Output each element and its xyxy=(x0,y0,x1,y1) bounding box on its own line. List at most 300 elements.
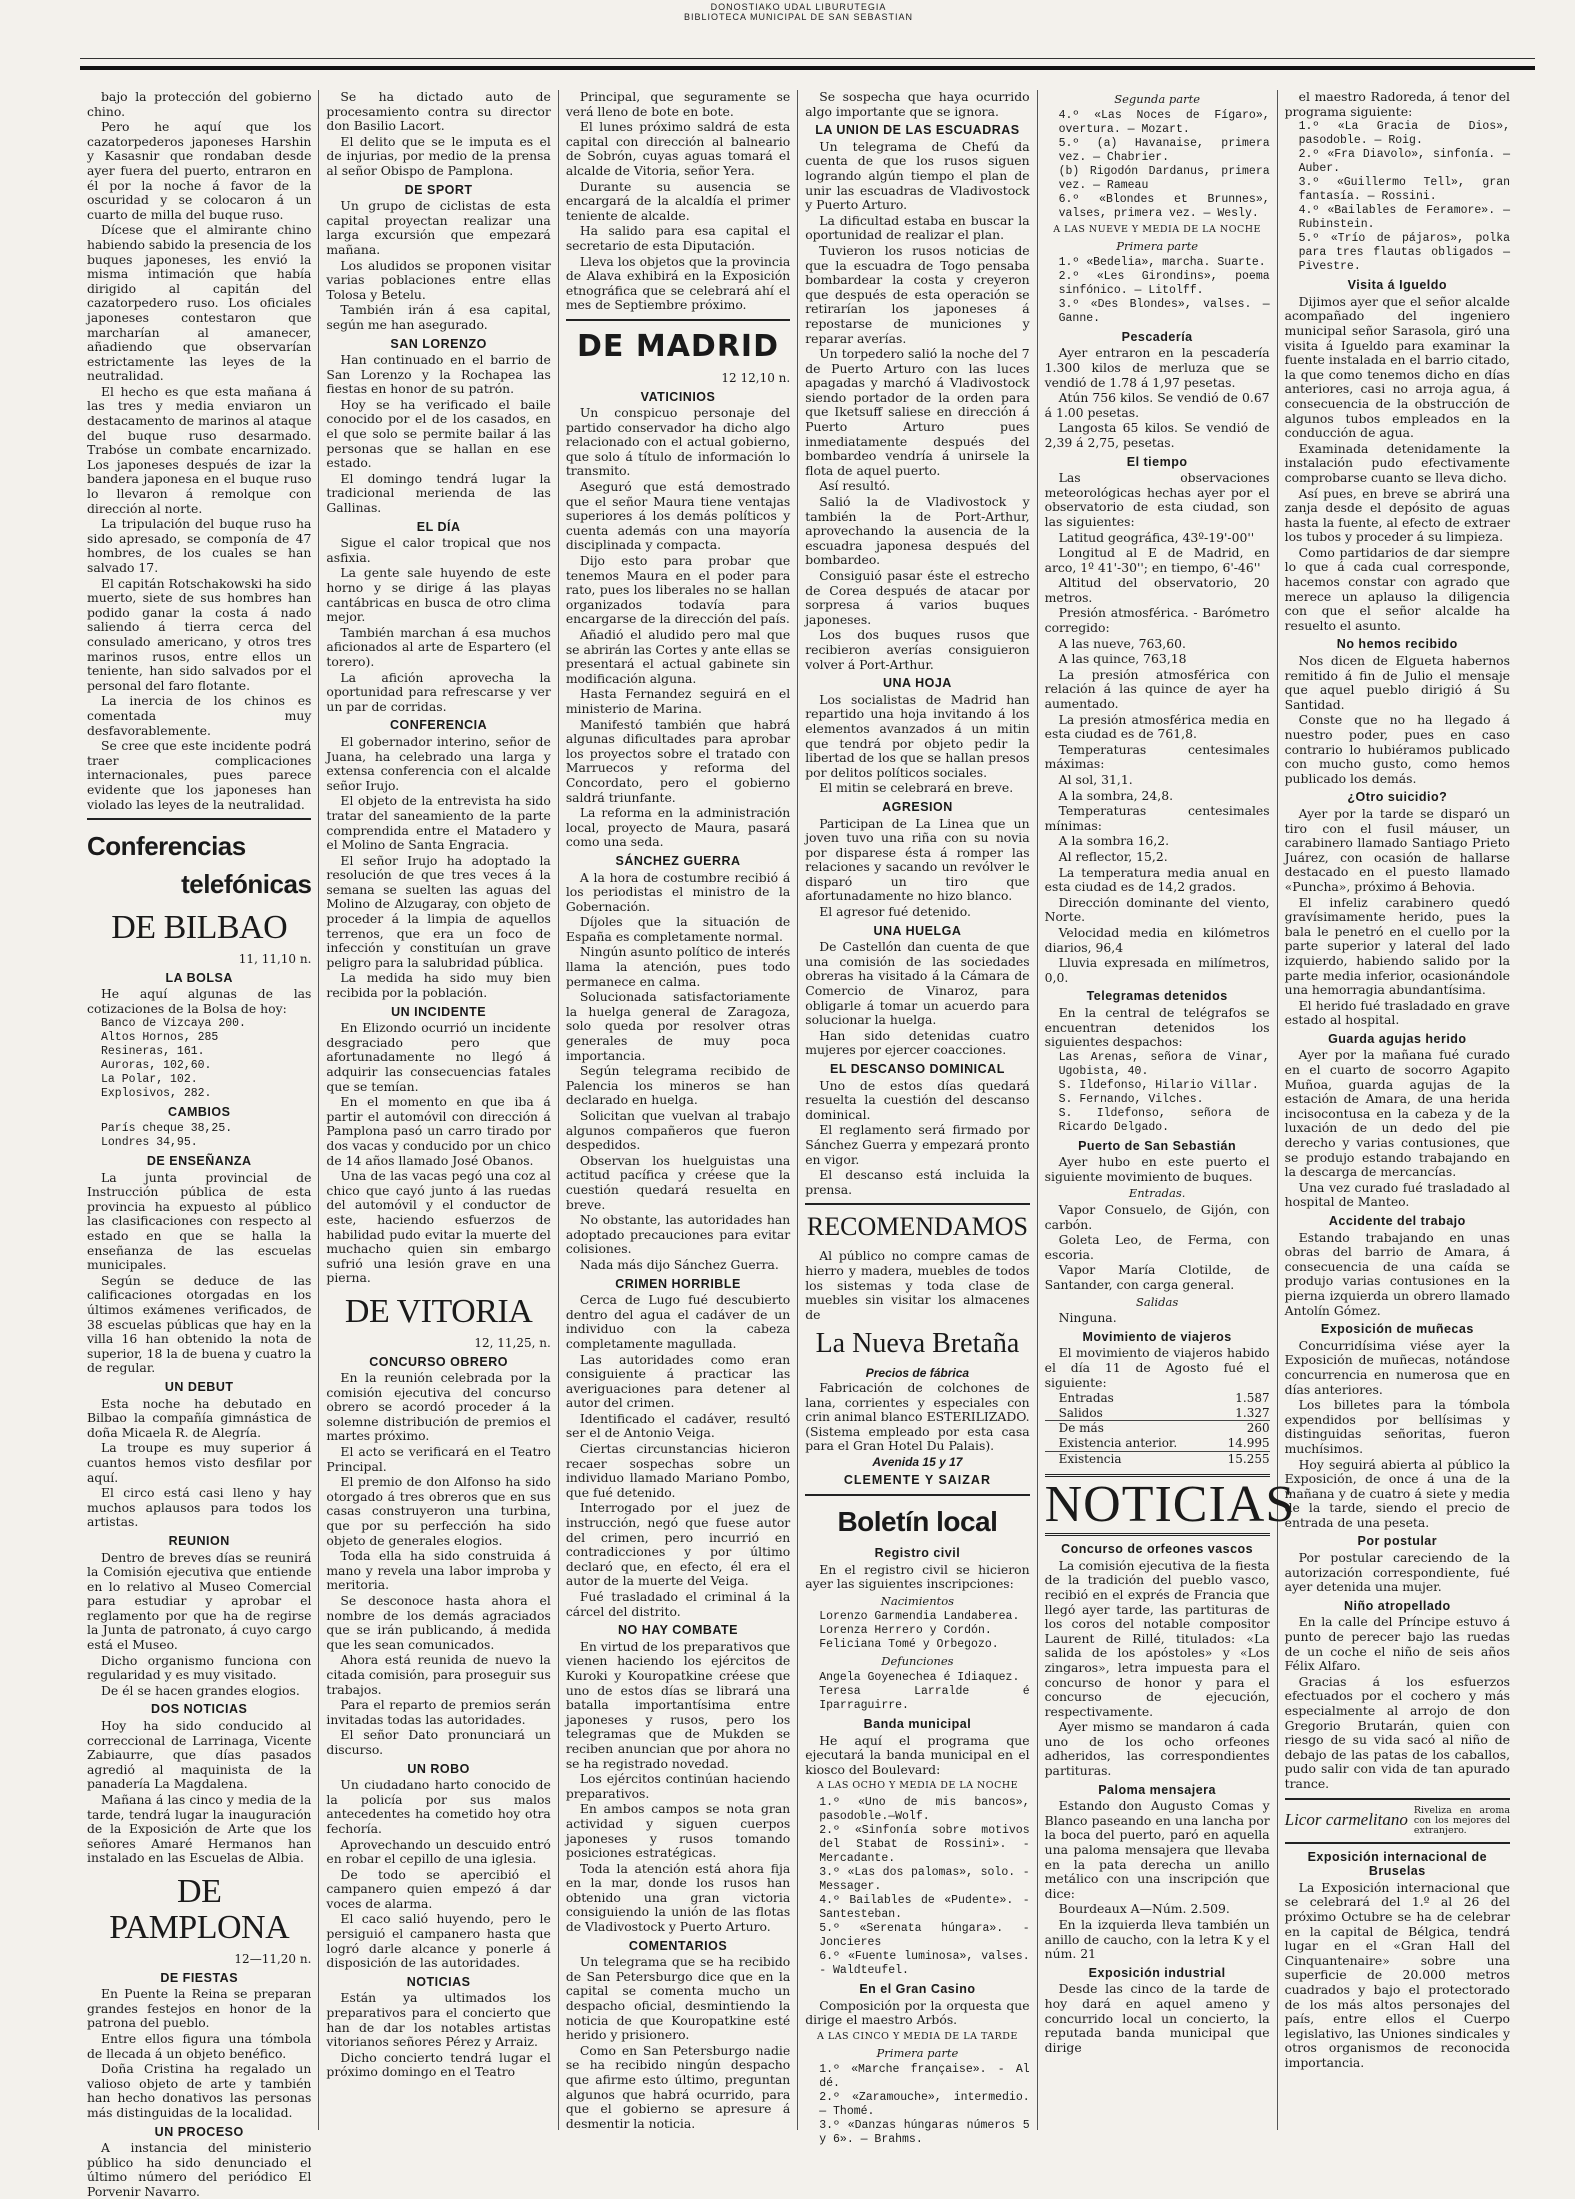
article-paragraph: Temperaturas centesimales máximas: xyxy=(1044,741,1270,772)
subheadline: Primera parte xyxy=(876,2046,959,2061)
article-paragraph: Al sol, 31,1. xyxy=(1058,772,1133,787)
article-paragraph: Cerca de Lugo fué descubierto dentro del agua el cadáver de un individuo con la cabeza completamente magullada. xyxy=(565,1292,791,1351)
article-paragraph: Toda ella ha sido construida á mano y revela una labor improba y meritoria. xyxy=(326,1548,551,1593)
article-paragraph: Tuvieron los rusos noticias de que la escuadra de Togo pensaba bombardear la costa y creyeron que después de esta operación se retirarían los japoneses á repostarse de municiones y reparar averías. xyxy=(805,242,1030,346)
headline: LA BOLSA xyxy=(165,970,233,985)
headline: En el Gran Casino xyxy=(859,1982,976,1996)
article-paragraph: La medida ha sido muy bien recibida por la población. xyxy=(326,970,551,1001)
article-paragraph: A la sombra 16,2. xyxy=(1058,833,1170,849)
stock-row: La Polar, 102. xyxy=(101,1073,198,1087)
headline: Accidente del trabajo xyxy=(1328,1214,1466,1228)
article-paragraph: La troupe es muy superior á cuantos hemos visto desfilar por aquí. xyxy=(87,1440,312,1485)
article-paragraph: El reglamento será firmado por Sánchez Guerra y empezará pronto en vigor. xyxy=(805,1122,1030,1167)
article-paragraph: En el momento en que iba á partir el automóvil con dirección á Pamplona pasó un carro tirado por dos vacas y conducido por un chico de 14 años llamado José Obanos. xyxy=(326,1094,551,1168)
section-title-noticias: NOTICIAS xyxy=(1045,1474,1270,1536)
article-paragraph: Lleva los objetos que la provincia de Alava exhibirá en la Exposición etnográfica que se celebrará ahí el mes de Septiembre próximo. xyxy=(565,253,791,313)
headline: REUNION xyxy=(168,1533,230,1548)
article-paragraph: Ha salido para esa capital el secretario de esta Diputación. xyxy=(565,223,791,253)
list-item: Lorenzo Garmendia Landaberea. xyxy=(819,1610,1020,1624)
headline: UNA HOJA xyxy=(883,676,952,691)
article-paragraph: Como partidarios de dar siempre lo que á cada cual corresponde, hacemos constar con agrado que merece un aplauso la diligencia con que el señor alcalde ha resuelto el asunto. xyxy=(1284,544,1511,633)
article-paragraph: El circo está casi lleno y hay muchos aplausos para todos los artistas. xyxy=(87,1485,312,1530)
headline: UN INCIDENTE xyxy=(391,1004,487,1019)
headline: ¿Otro suicidio? xyxy=(1347,790,1448,805)
masthead: DONOSTIAKO UDAL LIBURUTEGIA BIBLIOTECA MUNICIPAL DE SAN SEBASTIAN xyxy=(683,2,914,22)
headline: NOTICIAS xyxy=(406,1974,471,1989)
program-item: 5.º «Trío de pájaros», polka para tres flautas obligados — Pivestre. xyxy=(1298,232,1511,274)
article-paragraph: La dificultad estaba en buscar la oportunidad de realizar el plan. xyxy=(805,212,1030,243)
headline: LA UNION DE LAS ESCUADRAS xyxy=(815,123,1020,138)
article-paragraph: Se desconoce hasta ahora el nombre de los demás agraciados que se irán publicando, á medida que les sean comunicados. xyxy=(326,1593,551,1652)
article-paragraph: Mañana á las cinco y media de la tarde, tendrá lugar la inauguración de la Exposición de Arte que los señores Amaré Hermanos han instalado en las Escuelas de Albia. xyxy=(87,1792,312,1866)
article-paragraph: Ayer hubo en este puerto el siguiente movimiento de buques. xyxy=(1044,1154,1270,1184)
article-paragraph: Hoy seguirá abierta al público la Exposición, de once á una de la mañana y de cuatro á siete y media de la tarde, siendo el precio de entrada de una peseta. xyxy=(1284,1456,1511,1530)
article-paragraph: La junta provincial de Instrucción pública de esta provincia ha expuesto al público las clasificaciones con respecto al estado en que se halla la enseñanza de las escuelas municipales. xyxy=(87,1169,312,1273)
article-paragraph: Velocidad media en kilómetros diarios, 96,4 xyxy=(1044,924,1270,955)
article-paragraph: Añadió el aludido pero mal que se abrirán las Cortes y ante ellas se presentará el actual gabinete sin modificación alguna. xyxy=(565,627,791,686)
section-title-bilbao: DE BILBAO xyxy=(111,909,288,947)
program-item: 6.º «Blondes et Brunnes», valses, primera vez. — Wesly. xyxy=(1058,192,1270,220)
article-paragraph: Ayer por la mañana fué curado en el cuarto de socorro Agapito Muñoa, guarda agujas de la estación de Amara, de una herida incisocontusa en la cabeza y de la luxación de un dedo del pie derecho y varias contusiones, que se produjo estando trabajando en la descarga de mercancías. xyxy=(1284,1047,1511,1180)
article-paragraph: Examinada detenidamente la instalación pudo efectivamente comprobarse cuanto se lleva dicho. xyxy=(1284,440,1511,485)
headline: Exposición internacional de Bruselas xyxy=(1307,1849,1488,1879)
ad-text: Fabricación de colchones de lana, corrientes y especiales con crin animal blanco ESTERILIZADO. (Sistema empleado por esta casa para el Gran Hotel Du Palais). xyxy=(805,1379,1030,1454)
article-paragraph: Se cree que este incidente podrá traer complicaciones internacionales, pues parece evidente que los japoneses han violado las leyes de la neutralidad. xyxy=(87,738,312,812)
ad-prices: Precios de fábrica xyxy=(865,1366,970,1381)
article-paragraph: En la calle del Príncipe estuvo á punto de perecer bajo las ruedas de un coche el niño de seis años Félix Alfaro. xyxy=(1284,1614,1511,1674)
article-paragraph: El movimiento de viajeros habido el día 11 de Agosto fué el siguiente: xyxy=(1044,1345,1270,1390)
article-paragraph: Ayer entraron en la pescadería 1.300 kilos de merluza que se vendió de 1.78 á 1,97 pesetas. xyxy=(1044,345,1270,390)
article-paragraph: De todo se apercibió el campanero quien empezó á dar voces de alarma. xyxy=(326,1866,551,1911)
article-paragraph: Los ejércitos continúan haciendo preparativos. xyxy=(565,1771,791,1801)
ad-store-name: La Nueva Bretaña xyxy=(815,1328,1020,1360)
headline: El tiempo xyxy=(1126,454,1188,469)
article-paragraph: El infeliz carabinero quedó gravísimamente herido, pues la bala le penetró en el cuello por la parte superior y lateral del lado izquierdo, habiendo salido por la parte media inferior, ocasionándole una hemorragia abundantísima. xyxy=(1284,894,1511,998)
headline: Exposición industrial xyxy=(1088,1965,1226,1980)
list-item: Lorenza Herrero y Cordón. xyxy=(819,1624,992,1638)
section-title-pamplona: DE PAMPLONA xyxy=(109,1872,290,1946)
article-paragraph: Altitud del observatorio, 20 metros. xyxy=(1044,575,1270,605)
headline: CAMBIOS xyxy=(167,1105,231,1120)
program-item: 5.º «Serenata húngara». - Joncieres xyxy=(819,1922,1030,1949)
article-paragraph: Solucionada satisfactoriamente la huelga general de Zaragoza, solo queda por resolver otras generales de muy poca importancia. xyxy=(565,989,791,1063)
headline: Registro civil xyxy=(874,1546,961,1561)
article-paragraph: El premio de don Alfonso ha sido otorgado á tres obreros que en sus casas construyeron una turbina, que por su perfección ha sido objeto de generales elogios. xyxy=(326,1474,551,1548)
article-paragraph: A las quince, 763,18 xyxy=(1058,651,1187,667)
article-paragraph: El señor Dato pronunciará un discurso. xyxy=(326,1727,551,1757)
article-paragraph: La reforma en la administración local, proyecto de Maura, pasará como una seda. xyxy=(565,805,791,850)
article-paragraph: Según telegrama recibido de Palencia los mineros se han declarado en huelga. xyxy=(565,1063,791,1108)
article-paragraph: Dícese que el almirante chino habiendo sabido la presencia de los buques japoneses, les envió la misma intimación que había dirigido al capitán del cazatorpedero ruso. Los oficiales japoneses contestaron que marcharían al amanecer, añadiendo que observarían estrictamente las leyes de la neutralidad. xyxy=(87,222,312,384)
ad-text: Al público no compre camas de hierro y madera, muebles de todos los sistemas y toda clase de muebles sin visitar los almacenes de xyxy=(805,1248,1030,1322)
headline: Banda municipal xyxy=(863,1717,972,1732)
headline: Por postular xyxy=(1357,1534,1438,1549)
article-paragraph: Ningún asunto político de interés llama la atención, pues todo permanece en calma. xyxy=(565,944,791,989)
article-paragraph: El herido fué trasladado en grave estado al hospital. xyxy=(1284,997,1511,1028)
article-paragraph: El acto se verificará en el Teatro Principal. xyxy=(326,1444,551,1474)
article-paragraph: Los billetes para la tómbola expendidos por bellísimas y distinguidas señoritas, fueron muchísimos. xyxy=(1284,1397,1511,1456)
headline: CONCURSO OBRERO xyxy=(369,1354,508,1369)
table-row: Existencia anterior. 14.995 xyxy=(1058,1435,1270,1450)
article-paragraph: Ciertas circunstancias hicieron recaer sospechas sobre un individuo llamado Mariano Pombo, que fué detenido. xyxy=(565,1441,791,1500)
subheadline: Salidas xyxy=(1136,1294,1179,1309)
program-item: 1.º «Marche française». - Al dé. xyxy=(819,2062,1030,2090)
article-paragraph: Según se deduce de las calificaciones otorgadas en los últimos exámenes verificados, de 38 escuelas públicas que hay en la villa 16 han obtenido la nota de superior, 18 la de buena y cuatro la de regular. xyxy=(87,1272,312,1376)
program-item: 3.º «Des Blondes», valses. — Ganne. xyxy=(1058,297,1270,325)
advertisement-nueva-bretana xyxy=(805,1211,1029,1488)
headline: Visita á Igueldo xyxy=(1347,278,1448,293)
headline: Telegramas detenidos xyxy=(1086,989,1228,1004)
program-item: 4.º «Bailables de Feramore». — Rubinstein. xyxy=(1298,204,1511,232)
headline: Pescadería xyxy=(1121,329,1193,344)
headline: UN DEBUT xyxy=(164,1379,234,1394)
article-paragraph: Dirección dominante del viento, Norte. xyxy=(1044,894,1270,925)
section-rule xyxy=(805,1494,1029,1496)
casino-program xyxy=(805,2063,1029,2147)
article-paragraph: Un conspicuo personaje del partido conservador ha dicho algo relacionado con el actual gobierno, que solo á título de información lo transmito. xyxy=(565,405,791,479)
article-paragraph: Díjoles que la situación de España es completamente normal. xyxy=(565,914,791,944)
article-paragraph: Un torpedero salió la noche del 7 de Puerto Arturo con las luces apagadas y marchó á Vladivostock siendo portador de la orden para que Iketsuff saliese en dirección á Puerto Arturo pues inmediatamente después del bombardeo vendría á unirsele la flota de aquel puerto. xyxy=(805,346,1030,478)
casino-program-second xyxy=(1045,109,1270,221)
article-paragraph: Ayer por la tarde se disparó un tiro con el fusil máuser, un carabinero llamado Santiago Prieto Juárez, con ocasión de hallarse destacado en el puesto llamado «Puncha», próximo á Behovia. xyxy=(1284,805,1511,894)
headline: DOS NOTICIAS xyxy=(151,1702,248,1717)
article-paragraph: Como en San Petersburgo nadie se ha recibido ningún despacho que afirme esto último, preguntan algunos que habrá ocurrido, para que el gobierno se apresure á desmentir la noticia. xyxy=(565,2042,791,2131)
article-paragraph: bajo la protección del gobierno chino. xyxy=(87,89,312,119)
ad-owners: CLEMENTE Y SAIZAR xyxy=(843,1473,991,1488)
article-paragraph: Salió la de Vladivostock y también la de Port-Arthur, aprovechando la ausencia de la escuadra japonesa después del bombardeo. xyxy=(805,494,1030,568)
article-paragraph: Lluvia expresada en milímetros, 0,0. xyxy=(1044,955,1270,985)
article-paragraph: El gobernador interino, señor de Juana, ha celebrado una larga y extensa conferencia con el alcalde señor Irujo. xyxy=(326,733,551,793)
headline: CONFERENCIA xyxy=(390,718,488,733)
article-paragraph: Pero he aquí que los cazatorpederos japoneses Harshin y Kasasnir que rondaban desde ayer fuera del puerto, entraron en él por la noche á favor de la oscuridad y se colocaron á un cuarto de milla del buque ruso. xyxy=(87,119,312,222)
article-paragraph: El mitin se celebrará en breve. xyxy=(819,780,1014,796)
article-paragraph: La afición aprovecha la oportunidad para refrescarse y ver un par de corridas. xyxy=(326,669,551,714)
headline: EL DESCANSO DOMINICAL xyxy=(829,1062,1005,1076)
article-paragraph: De él se hacen grandes elogios. xyxy=(101,1682,300,1698)
article-paragraph: Composición por la orquesta que dirige el maestro Arbós. xyxy=(805,1997,1030,2028)
section-title-boletin: Boletín local xyxy=(837,1506,998,1538)
stock-list xyxy=(87,1017,311,1101)
article-paragraph: El señor Irujo ha adoptado la resolución de que tres veces á la semana se suelten las aguas del Molino de Alzugaray, con objeto de proceder á la limpia de aquellos terrenos, que era un foco de infección y constituían un grave peligro para la salubridad pública. xyxy=(326,852,551,970)
program-item: (b) Rigodón Dardanus, primera vez. — Rameau xyxy=(1058,164,1270,192)
article-paragraph: Dijo esto para probar que tenemos Maura en el poder para rato, pues los liberales no se hallan organizados todavía para encargarse de la dirección del país. xyxy=(565,553,791,627)
article-paragraph: En ambos campos se nota gran actividad y siguen cuerpos japoneses y rusos tomando posiciones estratégicas. xyxy=(565,1801,791,1861)
headline: Guarda agujas herido xyxy=(1328,1031,1467,1046)
article-paragraph: Langosta 65 kilos. Se vendió de 2,39 á 2,75, pesetas. xyxy=(1044,420,1270,450)
night-program xyxy=(1045,256,1270,326)
article-paragraph: Un telegrama de Chefú da cuenta de que los rusos siguen logrando algún tiempo el plan de unir las escuadras de Vladivostock y Puerto Arturo. xyxy=(805,138,1030,213)
article-paragraph: Un ciudadano harto conocido de la policía por sus malos antecedentes ha cometido hoy otra fechoría. xyxy=(326,1777,551,1836)
list-item: S. Ildefonso, Hilario Villar. xyxy=(1058,1078,1259,1092)
article-paragraph: Una de las vacas pegó una coz al chico que cayó junto á las ruedas del automóvil y el conductor de este, haciendo esfuerzos de habilidad pudo evitar la muerte del muchacho quien sin embargo sufrió una lesión grave en una pierna. xyxy=(326,1168,551,1286)
article-paragraph: Los socialistas de Madrid han repartido una hoja invitando á los elementos avanzados á un mitin que tendrá por objeto pedir la libertad de los que se hallan presos por delitos políticos sociales. xyxy=(805,691,1030,780)
headline: SAN LORENZO xyxy=(390,336,487,351)
column-2 xyxy=(319,90,558,2130)
headline: NO HAY COMBATE xyxy=(618,1623,738,1638)
article-paragraph: A la hora de costumbre recibió á los periodistas el ministro de la Gobernación. xyxy=(565,869,791,914)
article-paragraph: Fué trasladado el criminal á la cárcel del distrito. xyxy=(565,1589,791,1619)
article-paragraph: Presión atmosférica. - Barómetro corregido: xyxy=(1044,605,1270,636)
program-item: 1.º «La Gracia de Dios», pasodoble. — Roig. xyxy=(1298,120,1511,148)
band-program xyxy=(805,1796,1029,1978)
article-paragraph: Al reflector, 15,2. xyxy=(1058,848,1168,864)
section-rule xyxy=(87,818,311,820)
article-paragraph: En virtud de los preparativos que vienen haciendo los ejércitos de Kuroki y Kouropatkine créese que uno de estos días se librará una batalla importantísima entre japoneses y rusos, pero los telegramas que de Mukden se reciben anuncian que por ahora no se ha registrado novedad. xyxy=(565,1638,791,1771)
article-paragraph: Vapor Consuelo, de Gijón, con carbón. xyxy=(1044,1202,1270,1232)
article-paragraph: En la central de telégrafos se encuentran detenidos los siguientes despachos: xyxy=(1044,1004,1270,1050)
table-row: De más 260 xyxy=(1045,1420,1270,1436)
column-6 xyxy=(1278,90,1517,2130)
stock-row: Explosivos, 282. xyxy=(101,1087,212,1101)
article-paragraph: La comisión ejecutiva de la fiesta de la tradición del pueblo vasco, recibió en el exprés de Francia que llegó ayer tarde, las partituras de los coros del notable compositor Laurent de Rillé, titulados: «La salida de los apóstoles» y «Los zingaros», letra impuesta para el concurso de honor y para el concurso de ejecución, respectivamente. xyxy=(1044,1557,1270,1719)
list-item: Teresa Larralde é Iparraguirre. xyxy=(819,1685,1030,1713)
article-paragraph: Por postular careciendo de la autorización correspondiente, fué ayer detenida una mujer. xyxy=(1284,1550,1511,1595)
article-paragraph: A instancia del ministerio público ha sido denunciado el último número del periódico El Porvenir Navarro. xyxy=(87,2140,312,2199)
schedule-time: A LAS NUEVE Y MEDIA DE LA NOCHE xyxy=(1053,223,1261,235)
article-paragraph: Ahora está reunida de nuevo la citada comisión, para proseguir sus trabajos. xyxy=(326,1652,551,1697)
headline: SÁNCHEZ GUERRA xyxy=(615,853,741,868)
headline: Exposición de muñecas xyxy=(1320,1322,1474,1337)
exchange-row: Londres 34,95. xyxy=(101,1136,198,1150)
article-paragraph: He aquí algunas de las cotizaciones de la Bolsa de hoy: xyxy=(87,986,312,1016)
ad-address: Avenida 15 y 17 xyxy=(872,1454,963,1469)
program-item: 4.º «Las Noces de Fígaro», overtura. — Mozart. xyxy=(1058,108,1270,136)
article-paragraph: Gracias á los esfuerzos efectuados por el cochero y más especialmente al arrojo de don Gregorio Brutarán, quien con riesgo de su vida sacó al niño de debajo de las patas de los caballos, pudo salir con vida de tan apurado trance. xyxy=(1284,1673,1511,1791)
headline: UNA HUELGA xyxy=(873,923,962,938)
article-paragraph: El descanso está incluida la prensa. xyxy=(805,1167,1030,1197)
section-rule xyxy=(1285,1798,1510,1800)
article-paragraph: Dentro de breves días se reunirá la Comisión ejecutiva que entiende en lo relativo al Museo Comercial para estudiar y aprobar el reglamento por que ha de regirse la Junta de patronato, á cuyo cargo está el Museo. xyxy=(87,1549,312,1653)
program-item: 2.º «Zaramouche», intermedio. — Thomé. xyxy=(819,2090,1030,2118)
article-paragraph: La temperatura media anual en esta ciudad es de 14,2 grados. xyxy=(1044,864,1270,895)
newspaper-columns xyxy=(80,89,1517,2199)
article-paragraph: Estando don Augusto Comas y Blanco paseando en una lancha por la boca del puerto, paró en aquella una paloma mensajera que llevaba en la pata derecha un anillo metálico con una inscripción que dice: xyxy=(1044,1798,1270,1901)
section-rule xyxy=(1285,1842,1510,1844)
article-paragraph: Así pues, en breve se abrirá una zanja desde el depósito de aguas hasta la fuente, al efecto de extraer los tubos y proceder á su limpieza. xyxy=(1284,485,1511,545)
article-paragraph: Los dos buques rusos que recibieron averías consiguieron volver á Port-Arthur. xyxy=(805,627,1030,672)
section-rule xyxy=(566,319,790,321)
article-paragraph: No obstante, las autoridades han adoptado precauciones para evitar colisiones. xyxy=(565,1212,791,1257)
table-row: Salidos 1.327 xyxy=(1058,1405,1270,1420)
article-paragraph: Las observaciones meteorológicas hechas ayer por el observatorio de esta ciudad, son las siguientes: xyxy=(1044,470,1270,529)
article-paragraph: Ayer mismo se mandaron á cada uno de los ocho orfeones adheridos, las correspondientes partituras. xyxy=(1044,1719,1270,1779)
article-paragraph: En la izquierda lleva también un anillo de caucho, con la letra K y el núm. 21 xyxy=(1044,1917,1270,1962)
article-paragraph: En la reunión celebrada por la comisión ejecutiva del concurso obrero se acordó proceder á la solemne distribución de premios el martes próximo. xyxy=(326,1370,551,1444)
article-paragraph: Atún 756 kilos. Se vendió de 0.67 á 1.00 pesetas. xyxy=(1044,390,1270,420)
article-paragraph: En el registro civil se hicieron ayer las siguientes inscripciones: xyxy=(805,1561,1030,1592)
stock-row: Altos Hornos, 285 xyxy=(101,1031,219,1045)
article-paragraph: Dicho organismo funciona con regularidad y es muy visitado. xyxy=(87,1652,312,1683)
article-paragraph: El lunes próximo saldrá de esta capital con dirección al balneario de Sobrón, cuyas aguas tomará el alcalde de Vitoria, señor Yera. xyxy=(565,119,791,178)
article-paragraph: Han sido detenidas cuatro mujeres por ejercer coacciones. xyxy=(805,1027,1030,1058)
article-paragraph: En Puente la Reina se preparan grandes festejos en honor de la patrona del pueblo. xyxy=(87,1986,312,2031)
ad-tagline: Riveliza en aroma con los mejores del extranjero. xyxy=(1413,1804,1511,1836)
article-paragraph: Nada más dijo Sánchez Guerra. xyxy=(579,1256,779,1272)
subheadline: Entradas. xyxy=(1128,1186,1186,1201)
article-paragraph: Sigue el calor tropical que nos asfixia. xyxy=(326,535,551,565)
telegram-list xyxy=(1045,1051,1270,1135)
article-paragraph: La inercia de los chinos es comentada muy desfavorablemente. xyxy=(87,693,312,738)
list-item: Feliciana Tomé y Orbegozo. xyxy=(819,1638,999,1652)
article-paragraph: Hoy ha sido conducido al correccional de Larrinaga, Vicente Zabiaurre, que días pasados agredió al maquinista de la panadería La Magdalena. xyxy=(87,1718,312,1792)
article-paragraph: Bourdeaux A—Núm. 2.509. xyxy=(1058,1901,1230,1917)
article-paragraph: En Elizondo ocurrió un incidente desgraciado pero que afortunadamente no llegó á adquirir las consecuencias fatales que se temían. xyxy=(326,1020,551,1094)
article-paragraph: La gente sale huyendo de este horno y se dirige á las playas cantábricas en busca de otro clima mejor. xyxy=(326,565,551,625)
concert-program xyxy=(1285,120,1510,274)
article-paragraph: Concurridísima viése ayer la Exposición de muñecas, notándose concurrencia en numerosa que en días anteriores. xyxy=(1284,1337,1511,1397)
article-paragraph: Hasta Fernandez seguirá en el ministerio de Marina. xyxy=(565,686,791,716)
dateline: 12 12,10 n. xyxy=(721,370,791,385)
section-rule xyxy=(805,1203,1029,1205)
table-row: Existencia 15.255 xyxy=(1045,1451,1270,1467)
program-item: 6.º «Fuente luminosa», valses. - Waldteufel. xyxy=(819,1950,1030,1977)
headline: UN PROCESO xyxy=(154,2124,244,2139)
headline: UN ROBO xyxy=(407,1761,470,1776)
stock-row: Banco de Vizcaya 200. xyxy=(101,1017,246,1031)
exchange-list xyxy=(87,1122,311,1150)
headline: CRIMEN HORRIBLE xyxy=(615,1276,741,1291)
article-paragraph: La presión atmosférica media en esta ciudad es de 761,8. xyxy=(1044,711,1270,742)
headline: Concurso de orfeones vascos xyxy=(1061,1542,1254,1557)
article-paragraph: Consiguió pasar éste el estrecho de Corea después de atacar por sorpresa á varios buques japoneses. xyxy=(805,568,1030,627)
article-paragraph: Dijimos ayer que el señor alcalde acompañado del ingeniero municipal señor Sarasola, giró una visita á Igueldo para examinar la fuente instalada en el barrio citado, la que como tenemos dicho en días anteriores, casi no arroja agua, á consecuencia de la obstrucción de algunos tubos empleados en la conducción de agua. xyxy=(1284,293,1511,441)
subheadline: Segunda parte xyxy=(1114,92,1201,106)
article-paragraph: El caco salió huyendo, pero le persiguió el campanero hasta que logró darle alcance y ponerle á disposición de las autoridades. xyxy=(326,1911,551,1971)
headline: DE FIESTAS xyxy=(160,1970,239,1985)
program-item: 5.º (a) Havanaise, primera vez. — Chabrier. xyxy=(1058,136,1270,164)
table-row: Entradas 1.587 xyxy=(1058,1391,1270,1406)
article-paragraph: Las autoridades como eran consiguiente á practicar las averiguaciones para detener al autor del crimen. xyxy=(565,1351,791,1411)
headline: Paloma mensajera xyxy=(1098,1782,1217,1797)
headline: DE ENSEÑANZA xyxy=(146,1154,252,1169)
column-4 xyxy=(798,89,1037,2146)
program-item: 3.º «Las dos palomas», solo. - Messager. xyxy=(819,1866,1030,1893)
article-paragraph: Principal, que seguramente se verá lleno de bote en bote. xyxy=(565,89,791,119)
article-paragraph: Se ha dictado auto de procesamiento contra su director don Basilio Lacort. xyxy=(326,89,551,134)
article-paragraph: La tripulación del buque ruso ha sido apresado, se componía de 47 hombres, de los cuales se han salvado 17. xyxy=(87,516,312,575)
article-paragraph: el maestro Radoreda, á tenor del programa siguiente: xyxy=(1284,89,1511,119)
column-3 xyxy=(559,90,798,2130)
article-paragraph: El hecho es que esta mañana á las tres y media enviaron un destacamento de marinos al ataque del buque ruso desarmado. Trabóse un combate encarnizado. Los japoneses después de izar la bandera japonesa en el buque ruso lo llevaron á remolque con dirección al norte. xyxy=(87,383,312,516)
article-paragraph: Se sospecha que haya ocurrido algo importante que se ignora. xyxy=(805,89,1030,119)
article-paragraph: La presión atmosférica con relación á las quince de ayer ha aumentado. xyxy=(1044,666,1270,712)
births-list xyxy=(805,1610,1029,1652)
article-paragraph: Durante su ausencia se encargará de la alcaldía el primer teniente de alcalde. xyxy=(565,178,791,223)
article-paragraph: De Castellón dan cuenta de que una comisión de las sociedades obreras ha visitado á la Cámara de Comercio de Vinaroz, para obligarle á tomar un acuerdo para solucionar la huelga. xyxy=(805,939,1030,1028)
headline: Movimiento de viajeros xyxy=(1082,1329,1232,1344)
headline: DE SPORT xyxy=(404,182,473,197)
article-paragraph: El domingo tendrá lugar la tradicional merienda de las Gallinas. xyxy=(326,470,551,516)
program-item: 1.º «Bedelia», marcha. Suarte. xyxy=(1058,255,1266,269)
header-rule-thin xyxy=(80,58,1535,59)
article-paragraph: Una vez curado fué trasladado al hospital de Manteo. xyxy=(1284,1179,1511,1210)
program-item: 3.º «Guillermo Tell», gran fantasía. — Rossini. xyxy=(1298,176,1511,204)
article-paragraph: Interrogado por el juez de instrucción, negó que fuese autor del crimen, pero incurrió en contradicciones y por último declaró que, en efecto, él era el autor de la muerte del Veiga. xyxy=(565,1500,791,1589)
schedule-time: A LAS CINCO Y MEDIA DE LA TARDE xyxy=(817,2030,1018,2042)
article-paragraph: Están ya ultimados los preparativos para el concierto que han de dar los notables artistas vitorianos señores Pérez y Arraiz. xyxy=(326,1990,551,2050)
article-paragraph: Esta noche ha debutado en Bilbao la compañía gimnástica de doña Micaela R. de Alegría. xyxy=(87,1395,312,1440)
article-paragraph: Manifestó también que habrá algunas dificultades para aprobar los proyectos sobre el tratado con Marruecos y reforma del Concordato, pero el gobierno saldrá triunfante. xyxy=(565,716,791,805)
headline: EL DÍA xyxy=(416,519,461,534)
article-paragraph: Para el reparto de premios serán invitadas todas las autoridades. xyxy=(326,1697,551,1727)
list-item: S. Ildefonso, señora de Ricardo Delgado. xyxy=(1058,1106,1270,1134)
list-item: Las Arenas, señora de Vinar, Ugobista, 40. xyxy=(1058,1050,1270,1078)
article-paragraph: Un grupo de ciclistas de esta capital proyectan realizar una larga excursión que empezará mañana. xyxy=(326,198,551,257)
article-paragraph: Doña Cristina ha regalado un valioso objeto de arte y también han hecho donativos las personas más distinguidas de la localidad. xyxy=(87,2061,312,2120)
header-rule-thick xyxy=(80,66,1535,70)
article-paragraph: Vapor María Clotilde, de Santander, con carga general. xyxy=(1044,1262,1270,1293)
article-paragraph: Así resultó. xyxy=(819,478,891,494)
ad-title: RECOMENDAMOS xyxy=(806,1212,1028,1242)
schedule-time: A LAS OCHO Y MEDIA DE LA NOCHE xyxy=(816,1780,1019,1792)
article-paragraph: Toda la atención está ahora fija en la mar, donde los rusos han obtenido una gran victoria consiguiendo la unión de las flotas de Vladivostock y Puerto Arturo. xyxy=(565,1860,791,1935)
list-item: S. Fernando, Vilches. xyxy=(1058,1092,1204,1106)
article-paragraph: Participan de La Linea que un joven tuvo una riña con su novia por disparese ésta á romper las relaciones y sacando un revólver le disparó un tiro que afortunadamente no hizo blanco. xyxy=(805,815,1030,904)
article-paragraph: Temperaturas centesimales mínimas: xyxy=(1044,803,1270,833)
article-paragraph: A la sombra, 24,8. xyxy=(1058,787,1174,803)
article-paragraph: Nos dicen de Elgueta habernos remitido á fin de Julio el mensaje que aquel pueblo dirigió á Su Santidad. xyxy=(1284,653,1511,712)
travelers-table xyxy=(1045,1391,1270,1466)
article-paragraph: Han continuado en el barrio de San Lorenzo y la Rochapea las fiestas en honor de su patrón. xyxy=(326,352,551,397)
subheadline: Defunciones xyxy=(881,1654,954,1669)
headline: Puerto de San Sebastián xyxy=(1078,1138,1237,1153)
article-paragraph: Dicho concierto tendrá lugar el próximo domingo en el Teatro xyxy=(326,2049,551,2080)
headline: Niño atropellado xyxy=(1344,1598,1451,1613)
program-item: 2.º «Les Girondins», poema sinfónico. — Litolff. xyxy=(1058,269,1270,297)
program-item: 2.º «Fra Diavolo», sinfonía. — Auber. xyxy=(1298,148,1511,176)
article-paragraph: Identificado el cadáver, resultó ser el de Antonio Veiga. xyxy=(565,1410,791,1441)
column-1 xyxy=(80,89,319,2199)
article-paragraph: A las nueve, 763,60. xyxy=(1058,635,1186,651)
advertisement-licor xyxy=(1285,1806,1510,1836)
section-title-conferencias: Conferencias xyxy=(87,831,246,862)
article-paragraph: Ninguna. xyxy=(1058,1310,1117,1326)
article-paragraph: Estando trabajando en unas obras del barrio de Amara, á consecuencia de una caída se produjo varias contusiones en la pierna izquierda un obrero llamado Antolín Gómez. xyxy=(1284,1229,1511,1318)
list-item: Angela Goyenechea é Idiaquez. xyxy=(819,1671,1020,1685)
dateline: 12—11,20 n. xyxy=(234,1951,312,1966)
article-paragraph: El capitán Rotschakowski ha sido muerto, siete de sus hombres han podido ganar la costa á nado saliendo á tierra cerca del consulado americano, y otros tres marinos rusos, entre ellos un teniente, han sido salvados por el personal del faro flotante. xyxy=(87,575,312,693)
article-paragraph: He aquí el programa que ejecutará la banda municipal en el kiosco del Boulevard: xyxy=(805,1732,1030,1777)
stock-row: Auroras, 102,60. xyxy=(101,1059,212,1073)
section-title-madrid: DE MADRID xyxy=(577,328,779,364)
subheadline: Primera parte xyxy=(1116,239,1199,254)
column-5 xyxy=(1038,90,1296,2130)
article-paragraph: Goleta Leo, de Ferma, con escoria. xyxy=(1044,1232,1270,1262)
article-paragraph: Solicitan que vuelvan al trabajo algunos compañeros que fueron despedidos. xyxy=(565,1108,791,1153)
article-paragraph: Hoy se ha verificado el baile conocido por el de los casados, en el que solo se permite bailar á las personas que se hallan en ese estado. xyxy=(326,396,551,471)
article-paragraph: El objeto de la entrevista ha sido tratar del saneamiento de la parte comprendida entre el Matadero y el Molino de Santa Engracia. xyxy=(326,793,551,853)
dateline: 12, 11,25, n. xyxy=(474,1335,551,1350)
section-title-telefonicas: telefónicas xyxy=(181,869,312,900)
headline: No hemos recibido xyxy=(1336,637,1458,652)
headline: VATICINIOS xyxy=(640,389,716,404)
article-paragraph: Un telegrama que se ha recibido de San Petersburgo dice que en la capital se comenta mucho un despacho oficial, desmintiendo la noticia de que Kouropatkine esté herido y prisionero. xyxy=(565,1954,791,2043)
article-paragraph: Entre ellos figura una tómbola de llecada á un objeto benéfico. xyxy=(87,2030,312,2061)
stock-row: Resineras, 161. xyxy=(101,1045,205,1059)
article-paragraph: También marchan á esa muchos aficionados al arte de Espartero (el torero). xyxy=(326,624,551,669)
program-item: 4.º Bailables de «Pudente». - Santesteban. xyxy=(819,1894,1030,1921)
ad-product: Licor carmelitano xyxy=(1284,1810,1408,1830)
article-paragraph: La Exposición internacional que se celebrará del 1.º al 26 del próximo Octubre se ha de celebrar en la capital de Bélgica, tendrá lugar en el «Gran Hall del Cinquantenaire» sobre una superficie de 20.000 metros cuadrados y bajo el protectorado de los más altos personajes del país, entre ellos el Cuerpo legislativo, las Uniones sindicales y otros organismos de reconocida importancia. xyxy=(1284,1879,1511,2070)
deaths-list xyxy=(805,1671,1029,1713)
article-paragraph: Los aludidos se proponen visitar varias poblaciones entre ellas Tolosa y Betelu. xyxy=(326,257,551,302)
subheadline: Nacimientos xyxy=(880,1593,955,1608)
article-paragraph: El delito que se le imputa es el de injurias, por medio de la prensa al señor Obispo de Pamplona. xyxy=(326,133,551,178)
article-paragraph: Aseguró que está demostrado que el señor Maura tiene ventajas superiores á los demás políticos y cuenta además con una mayoría disciplinada y compacta. xyxy=(565,479,791,553)
article-paragraph: Desde las cinco de la tarde de hoy dará en aquel ameno y concurrido local un concierto, la reputada banda municipal que dirige xyxy=(1044,1981,1270,2055)
article-paragraph: Conste que no ha llegado á nuestro poder, pues en caso contrario lo hubiéramos publicado con mucho gusto, como hemos publicado los demás. xyxy=(1284,712,1511,786)
article-paragraph: El agresor fué detenido. xyxy=(819,904,971,920)
